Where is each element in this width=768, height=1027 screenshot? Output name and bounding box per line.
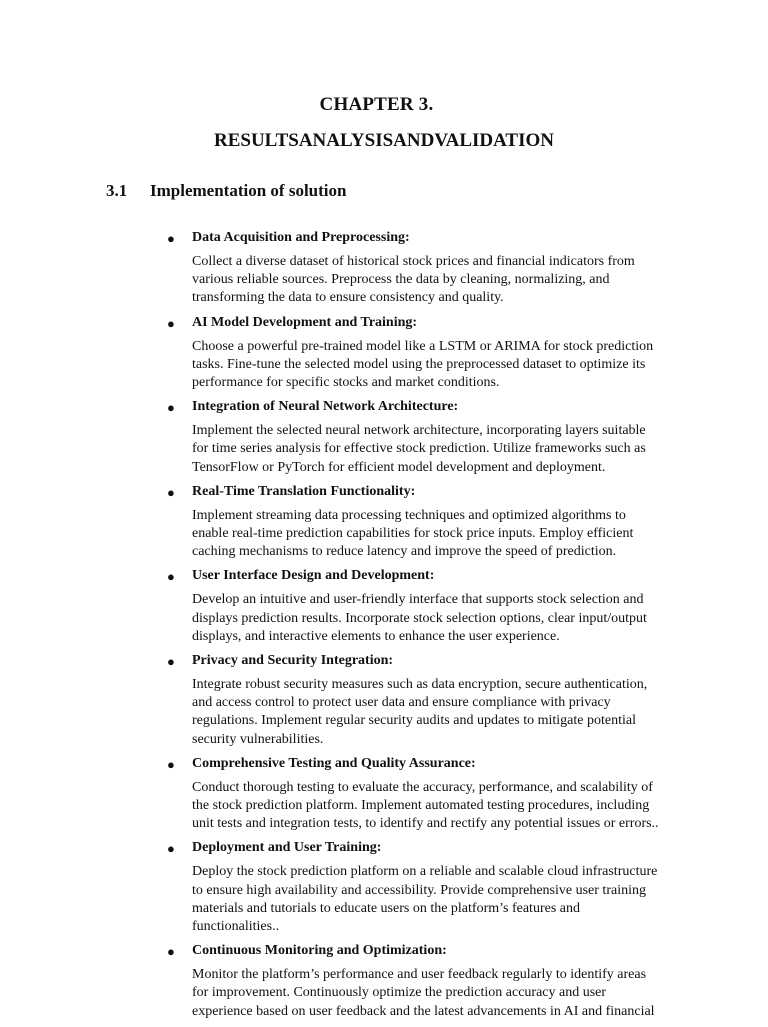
list-item-title: Integration of Neural Network Architecture: [192,399,459,415]
list-item-body: Implement streaming data processing techniques and optimized algorithms to enable real-time prediction capabilities for stock price inputs. Employ efficient caching mechanisms to reduce latency and improve the speed of prediction. [192,507,634,560]
bullet-icon: ● [167,756,175,772]
list-item-title: Real-Time Translation Functionality: [192,483,416,499]
list-item [167,229,707,308]
chapter-title: RESULTSANALYSISANDVALIDATION [213,130,554,151]
list-item-body: Conduct thorough testing to evaluate the accuracy, performance, and scalability of the stock prediction platform. Implement automated testing procedures, including unit tests and integration tests, to identify and rectify any potential issues or errors.. [192,779,659,832]
list-item [167,839,707,936]
list-item [167,483,707,562]
list-item-title: Data Acquisition and Preprocessing: [192,230,410,245]
bullet-icon: ● [167,841,175,857]
list-item-title: Deployment and User Training: [192,840,382,856]
implementation-list [167,229,707,1027]
bullet-icon: ● [167,315,175,331]
list-item-body: Choose a powerful pre-trained model like a LSTM or ARIMA for stock prediction tasks. Fine-tune the selected model using the preprocessed dataset to optimize its performance for specific stocks and market conditions. [192,338,654,391]
bullet-icon: ● [167,569,175,585]
list-item-title: AI Model Development and Training: [192,314,418,330]
list-item [167,942,707,1021]
bullet-icon: ● [167,231,175,246]
list-item-body: Monitor the platform’s performance and user feedback regularly to identify areas for improvement. Continuously optimize the prediction accuracy and user experience based on user feedback and the latest advancements in AI and financial [192,967,655,1019]
section-title: Implementation of solution [150,181,347,200]
list-item-title: Privacy and Security Integration: [192,653,394,669]
list-item [167,314,707,393]
list-item [167,398,707,477]
section-number: 3.1 [106,181,128,200]
list-item [167,567,707,646]
bullet-icon: ● [167,944,175,960]
section-heading [106,181,346,201]
list-item-title: Comprehensive Testing and Quality Assurance: [192,755,476,771]
bullet-icon: ● [167,400,175,416]
list-item [167,652,707,749]
list-item-title: User Interface Design and Development: [192,568,435,584]
list-item-title: Continuous Monitoring and Optimization: [192,943,447,959]
chapter-label: CHAPTER 3. [319,94,434,115]
list-item-body: Deploy the stock prediction platform on a reliable and scalable cloud infrastructure to ensure high availability and accessibility. Provide comprehensive user training materials and tutorials to educate users on the platform’s features and functionalities.. [192,864,658,935]
list-item-body: Integrate robust security measures such as data encryption, secure authentication, and access control to protect user data and ensure compliance with privacy regulations. Implement regular security audits and updates to mitigate potential security vulnerabilities. [192,677,648,747]
list-item-body: Develop an intuitive and user-friendly interface that supports stock selection and displays prediction results. Incorporate stock selection options, clear input/output displays, and interactive elements to enhance the user experience. [192,592,647,644]
list-item-body: Collect a diverse dataset of historical stock prices and financial indicators from various reliable sources. Preprocess the data by cleaning, normalizing, and transforming the data to ensure consistency and quality. [192,254,635,306]
bullet-icon: ● [167,484,175,500]
bullet-icon: ● [167,654,175,670]
list-item-body: Implement the selected neural network architecture, incorporating layers suitable for time series analysis for effective stock prediction. Utilize frameworks such as TensorFlow or PyTorch for efficient model development and deployment. [192,423,646,475]
list-item [167,755,707,834]
